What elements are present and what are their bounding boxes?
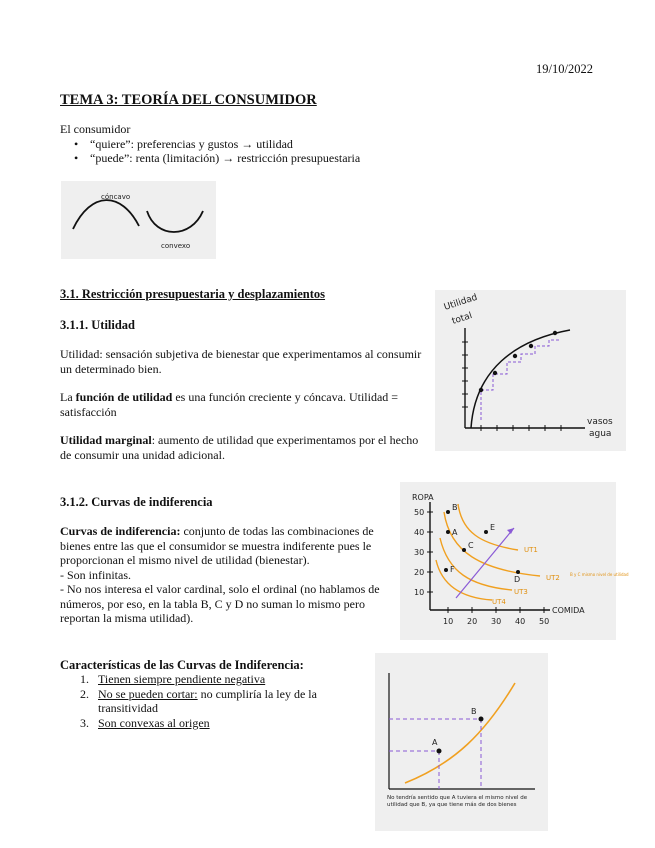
indiff-y-label: ROPA <box>412 493 434 502</box>
point-label: F <box>450 565 455 574</box>
curve-label: UT1 <box>524 546 538 554</box>
ordinal-note: - No nos interesa el valor cardinal, solo el ordinal (no hablamos de números, por eso, en la tabla B, C y D no suman lo mismo pero reportan la misma utilidad). <box>60 582 380 625</box>
y-tick: 40 <box>414 528 425 537</box>
page-title: TEMA 3: TEORÍA DEL CONSUMIDOR <box>60 92 317 108</box>
y-tick: 10 <box>414 588 425 597</box>
y-tick: 20 <box>414 568 425 577</box>
utility-y-label-1: Utilidad <box>442 292 479 313</box>
date: 19/10/2022 <box>536 62 593 76</box>
indifference-curves-figure <box>400 482 629 640</box>
utility-x-label-1: vasos <box>587 417 613 427</box>
curve-note: B y C mismo nivel de utilidad <box>570 572 629 577</box>
intro-bullet: • “quiere”: preferencias y gustos → utilidad <box>72 137 440 152</box>
point-b-label: B <box>471 707 477 716</box>
utility-function-paragraph: La función de utilidad es una función creciente y cóncava. Utilidad = satisfacción <box>60 390 399 419</box>
curve-label: UT3 <box>514 588 528 596</box>
characteristics-title: Características de las Curvas de Indiferencia: <box>60 658 304 672</box>
utility-function-term: función de utilidad <box>75 390 173 404</box>
curve-label: UT2 <box>546 574 560 582</box>
marginal-utility-paragraph: Utilidad marginal: aumento de utilidad que experimentamos por el hecho de consumir una unidad adicional. <box>60 433 419 462</box>
utility-y-label-2: total <box>450 310 474 327</box>
y-tick: 30 <box>414 548 425 557</box>
point-label: B <box>452 503 458 512</box>
intro-list <box>72 137 440 166</box>
characteristic-item: 1. Tienen siempre pendiente negativa <box>80 672 266 686</box>
indifference-term: Curvas de indiferencia: <box>60 524 181 538</box>
point-a-label: A <box>432 738 438 747</box>
section-3-1-title: 3.1. Restricción presupuestaria y desplazamientos <box>60 287 326 301</box>
intro-lead: El consumidor <box>60 122 131 136</box>
section-3-1-1-title: 3.1.1. Utilidad <box>60 318 136 332</box>
x-tick: 50 <box>539 617 550 626</box>
crossing-curves-figure <box>375 653 548 831</box>
crossing-caption: No tendría sentido que A tuviera el mismo nivel de utilidad que B, ya que tiene más de dos bienes <box>387 795 528 808</box>
point-label: A <box>452 528 458 537</box>
section-3-1-2-title: 3.1.2. Curvas de indiferencia <box>60 495 213 509</box>
y-tick: 50 <box>414 508 425 517</box>
x-tick: 10 <box>443 617 454 626</box>
characteristic-item: 2. No se pueden cortar: no cumpliría la ley de la transitividad <box>80 686 317 715</box>
utilidad-definition: Utilidad: sensación subjetiva de bienestar que experimentamos al consumir un determinado bien. <box>60 347 422 376</box>
convex-label: convexo <box>161 242 191 250</box>
utilidad-text <box>60 347 428 462</box>
curve-label: UT4 <box>492 598 506 606</box>
point-label: D <box>514 575 521 584</box>
intro-block <box>60 122 440 166</box>
characteristic-item: 3. Son convexas al origen <box>80 715 210 730</box>
concave-convex-sketch <box>61 181 216 259</box>
total-utility-figure <box>435 290 626 451</box>
indifference-text <box>60 524 400 626</box>
characteristics-list <box>60 672 370 730</box>
point-label: C <box>468 541 474 550</box>
utility-x-label-2: agua <box>589 429 612 439</box>
characteristics-list-block <box>60 672 370 730</box>
intro-bullet: • “puede”: renta (limitación) → restricción presupuestaria <box>72 151 440 166</box>
indiff-x-label: COMIDA <box>552 606 585 615</box>
marginal-utility-term: Utilidad marginal <box>60 433 152 447</box>
point-label: E <box>490 523 496 532</box>
x-tick: 40 <box>515 617 526 626</box>
indifference-definition: Curvas de indiferencia: conjunto de todas las combinaciones de bienes entre las que el consumidor se muestra indiferente pues le proporcionan el mismo nivel de utilidad (bienestar). <box>60 524 374 567</box>
concave-label: cóncavo <box>101 193 131 201</box>
x-tick: 30 <box>491 617 502 626</box>
infinite-note: - Son infinitas. <box>60 567 131 582</box>
x-tick: 20 <box>467 617 478 626</box>
